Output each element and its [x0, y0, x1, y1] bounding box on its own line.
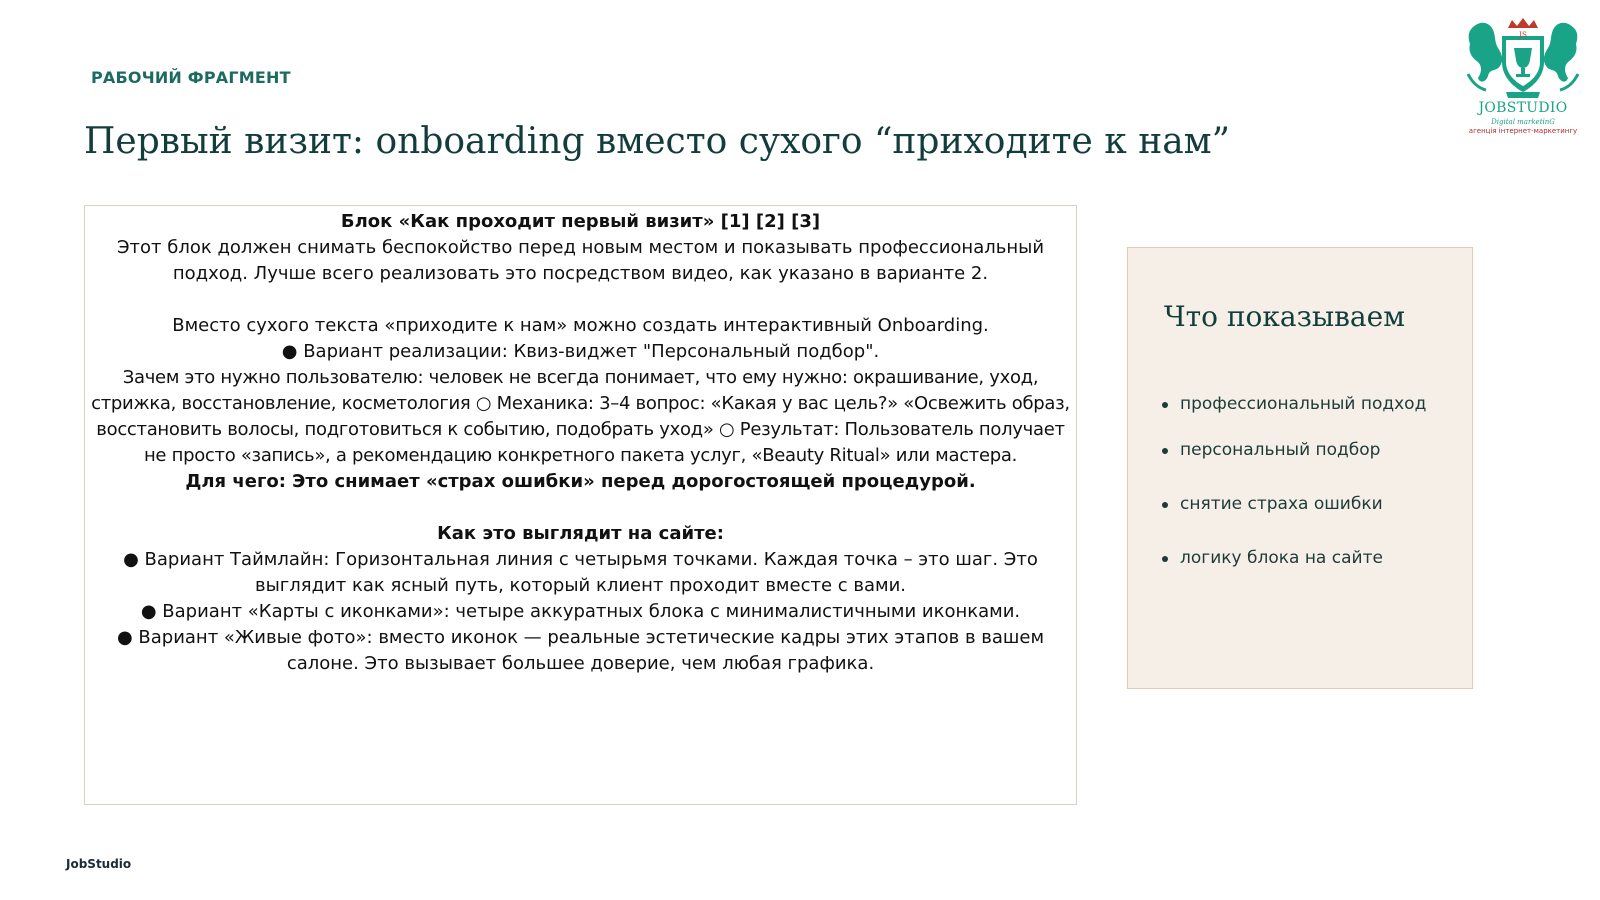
bullet-icon — [1162, 502, 1168, 508]
content-why-user: Зачем это нужно пользователю: человек не всегда понимает, что ему нужно: окрашивание, уход, стрижка, восстановление, косметология ○ Механика: 3–4 вопрос: «Какая у вас цель?» «Освежить образ, восстановить волосы, подготовиться к событию, подобрать уход» ○ Результат: Пользователь получает не просто «запись», а рекомендацию конкретного пакета услуг, «Beauty Ritual» или мастера. — [91, 367, 1070, 466]
content-heading: Блок «Как проходит первый визит» [1] [2] [3] — [340, 211, 821, 232]
content-variant-timeline: ● Вариант Таймлайн: Горизонтальная линия с четырьмя точками. Каждая точка – это шаг. Это выглядит как ясный путь, который клиент проходит вместе с вами. — [123, 549, 1038, 596]
list-item — [1180, 548, 1383, 568]
spacer — [91, 287, 1070, 313]
content-onboarding: Вместо сухого текста «приходите к нам» можно создать интерактивный Onboarding. — [172, 315, 989, 336]
monogram-icon — [1514, 30, 1532, 39]
heraldic-crest-icon — [1458, 16, 1588, 102]
list-item-label: персональный подбор — [1180, 440, 1381, 460]
content-variant-quiz: ● Вариант реализации: Квиз-виджет "Персональный подбор". — [281, 341, 880, 362]
list-item-label: логику блока на сайте — [1180, 548, 1383, 568]
footer-brand: JobStudio — [66, 857, 132, 871]
logo-tagline-ua: агенція інтернет-маркетингу — [1468, 127, 1578, 135]
bullet-icon — [1162, 556, 1168, 562]
content-site-heading: Как это выглядит на сайте: — [437, 523, 724, 544]
list-item — [1180, 394, 1426, 414]
list-item — [1180, 440, 1380, 460]
list-item-label: профессиональный подход — [1180, 394, 1427, 414]
spacer — [91, 495, 1070, 521]
content-box — [84, 205, 1077, 805]
bullet-icon — [1162, 448, 1168, 454]
logo-name: JOBSTUDIO — [1478, 100, 1568, 116]
list-item-label: снятие страха ошибки — [1180, 494, 1383, 514]
slide-eyebrow: РАБОЧИЙ ФРАГМЕНТ — [91, 68, 291, 87]
content-variant-cards: ● Вариант «Карты с иконками»: четыре аккуратных блока с минималистичными иконками. — [140, 601, 1021, 622]
list-item — [1180, 494, 1383, 514]
page-title: Первый визит: onboarding вместо сухого “приходите к нам” — [84, 121, 1231, 162]
logo-tagline: Digital marketinG — [1491, 118, 1555, 126]
bullet-icon — [1162, 402, 1168, 408]
content-variant-photos: ● Вариант «Живые фото»: вместо иконок — реальные эстетические кадры этих этапов в вашем салоне. Это вызывает большее доверие, чем любая графика. — [116, 627, 1045, 674]
svg-text:JS: JS — [1519, 30, 1527, 39]
summary-card — [1127, 247, 1473, 689]
content-intro: Этот блок должен снимать беспокойство перед новым местом и показывать профессиональный подход. Лучше всего реализовать это посредством видео, как указано в варианте 2. — [116, 237, 1045, 284]
jobstudio-logo — [1458, 16, 1588, 140]
content-purpose: Для чего: Это снимает «страх ошибки» перед дорогостоящей процедурой. — [185, 471, 976, 492]
summary-card-title: Что показываем — [1164, 300, 1405, 333]
